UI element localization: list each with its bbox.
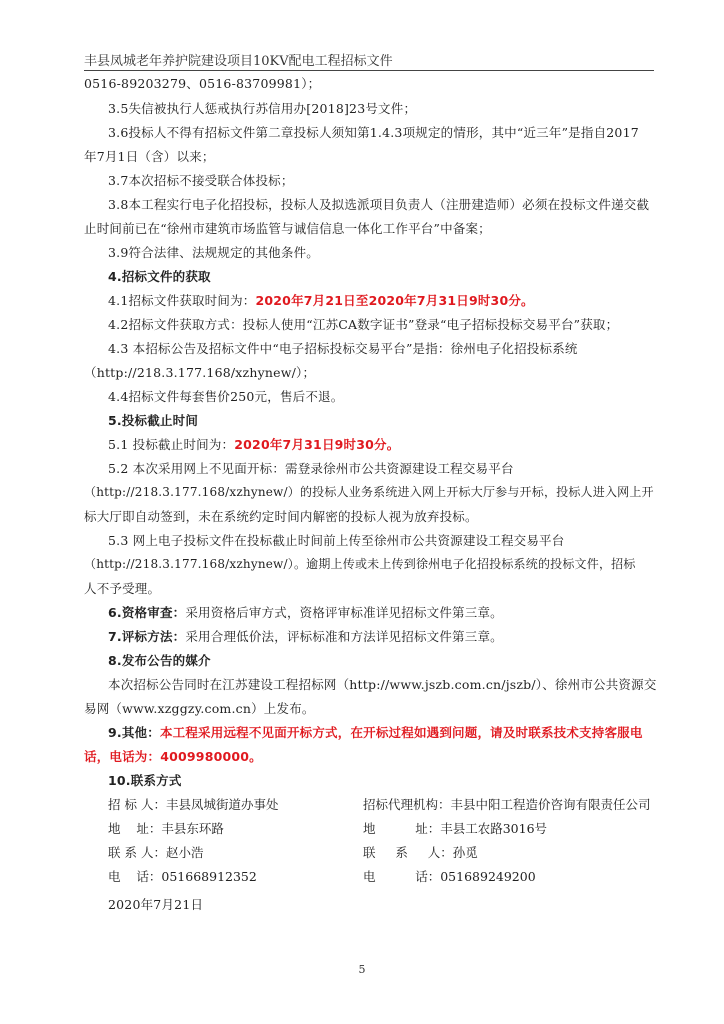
contact-left-row <box>108 795 278 813</box>
contact-label: 招 标 人： <box>108 797 166 812</box>
section-heading: 4.招标文件的获取 <box>108 269 211 284</box>
section-heading: 5.投标截止时间 <box>108 413 199 428</box>
highlight-text: 本工程采用远程不见面开标方式，在开标过程如遇到问题，请及时联系技术支持客服电 <box>159 725 643 740</box>
contact-right-row <box>363 867 536 885</box>
document-header-title: 丰县凤城老年养护院建设项目10KV配电工程招标文件 <box>84 54 393 69</box>
text-line <box>108 291 660 309</box>
text-line: 4.3 本招标公告及招标文件中“电子招标投标交易平台”是指：徐州电子化招投标系统 <box>108 341 578 356</box>
text-line: 4.2招标文件获取方式：投标人使用“江苏CA数字证书”登录“电子招标投标交易平台”获取； <box>108 317 619 332</box>
text-line: 5.3 网上电子投标文件在投标截止时间前上传至徐州市公共资源建设工程交易平台 <box>108 533 565 548</box>
contact-label: 联 系 人： <box>108 845 166 860</box>
section-heading: 10.联系方式 <box>108 773 182 788</box>
highlight-date: 2020年7月31日9时30分。 <box>234 437 400 452</box>
text-line: （http://218.3.177.168/xzhynew/）； <box>84 365 316 380</box>
text-line: 人不予受理。 <box>84 581 161 596</box>
text-line: 3.5失信被执行人惩戒执行苏信用办[2018]23号文件； <box>108 101 417 116</box>
section-heading: 6.资格审查： <box>108 605 186 620</box>
text-line: （http://218.3.177.168/xzhynew/）。逾期上传或未上传到徐州电子化招投标系统的投标文件，招标 <box>84 557 636 571</box>
contact-right-row <box>363 795 651 813</box>
text-line: 4.4招标文件每套售价250元，售后不退。 <box>108 389 344 404</box>
page-number: 5 <box>358 963 366 976</box>
highlight-date: 2020年7月21日至2020年7月31日9时30分。 <box>255 293 534 308</box>
highlight-text: 话，电话为：4009980000。 <box>84 749 262 764</box>
contact-value: 孙觅 <box>452 845 478 860</box>
text-span: 采用合理低价法，评标标准和方法详见招标文件第三章。 <box>185 629 503 644</box>
text-line <box>108 603 660 621</box>
text-line: 止时间前已在“徐州市建筑市场监管与诚信信息一体化工作平台”中备案； <box>84 221 491 236</box>
section-heading: 9.其他： <box>108 725 160 740</box>
contact-value: 丰县中阳工程造价咨询有限责任公司 <box>450 797 651 812</box>
contact-label: 联 系 人： <box>363 845 453 860</box>
text-line: 0516-89203279、0516-83709981）； <box>84 76 321 91</box>
section-heading: 8.发布公告的媒介 <box>108 653 211 668</box>
contact-label: 电 话： <box>108 869 162 884</box>
contact-label: 地 址： <box>363 821 441 836</box>
contact-value: 赵小浩 <box>165 845 204 860</box>
text-line <box>108 435 660 453</box>
contact-right-row <box>363 819 547 837</box>
contact-value: 051668912352 <box>161 869 257 884</box>
contact-value: 丰县凤城街道办事处 <box>165 797 279 812</box>
text-line: 本次招标公告同时在江苏建设工程招标网（http://www.jszb.com.cn/jszb/）、徐州市公共资源交 <box>108 677 657 692</box>
section-heading: 7.评标方法： <box>108 629 186 644</box>
text-line: 易网（www.xzggzy.com.cn）上发布。 <box>84 701 315 716</box>
contact-value: 丰县东环路 <box>161 821 224 836</box>
document-date: 2020年7月21日 <box>108 897 204 912</box>
text-line: （http://218.3.177.168/xzhynew/）的投标人业务系统进入网上开标大厅参与开标，投标人进入网上开 <box>84 485 654 499</box>
text-line: 标大厅即自动签到，未在系统约定时间内解密的投标人视为放弃投标。 <box>84 509 478 524</box>
contact-value: 丰县工农路3016号 <box>440 821 548 836</box>
text-line: 3.6投标人不得有招标文件第二章投标人须知第1.4.3项规定的情形，其中“近三年”是指自2017 <box>108 125 639 140</box>
text-span: 4.1招标文件获取时间为： <box>108 293 256 308</box>
contact-label: 地 址： <box>108 821 162 836</box>
contact-left-row <box>108 867 257 885</box>
text-line <box>108 723 660 741</box>
text-line: 年7月1日（含）以来； <box>84 149 215 164</box>
contact-right-row <box>363 843 478 861</box>
text-line <box>108 627 660 645</box>
text-line: 3.7本次招标不接受联合体投标； <box>108 173 294 188</box>
text-span: 采用资格后审方式，资格评审标准详见招标文件第三章。 <box>185 605 503 620</box>
contact-label: 招标代理机构： <box>363 797 451 812</box>
contact-left-row <box>108 843 203 861</box>
header-rule <box>84 70 654 71</box>
contact-value: 051689249200 <box>440 869 536 884</box>
text-line: 3.9符合法律、法规规定的其他条件。 <box>108 245 319 260</box>
text-line: 3.8本工程实行电子化招投标，投标人及拟选派项目负责人（注册建造师）必须在投标文件递交截 <box>108 197 650 212</box>
text-span: 5.1 投标截止时间为： <box>108 437 235 452</box>
contact-label: 电 话： <box>363 869 441 884</box>
contact-left-row <box>108 819 224 837</box>
text-line: 5.2 本次采用网上不见面开标：需登录徐州市公共资源建设工程交易平台 <box>108 461 514 476</box>
